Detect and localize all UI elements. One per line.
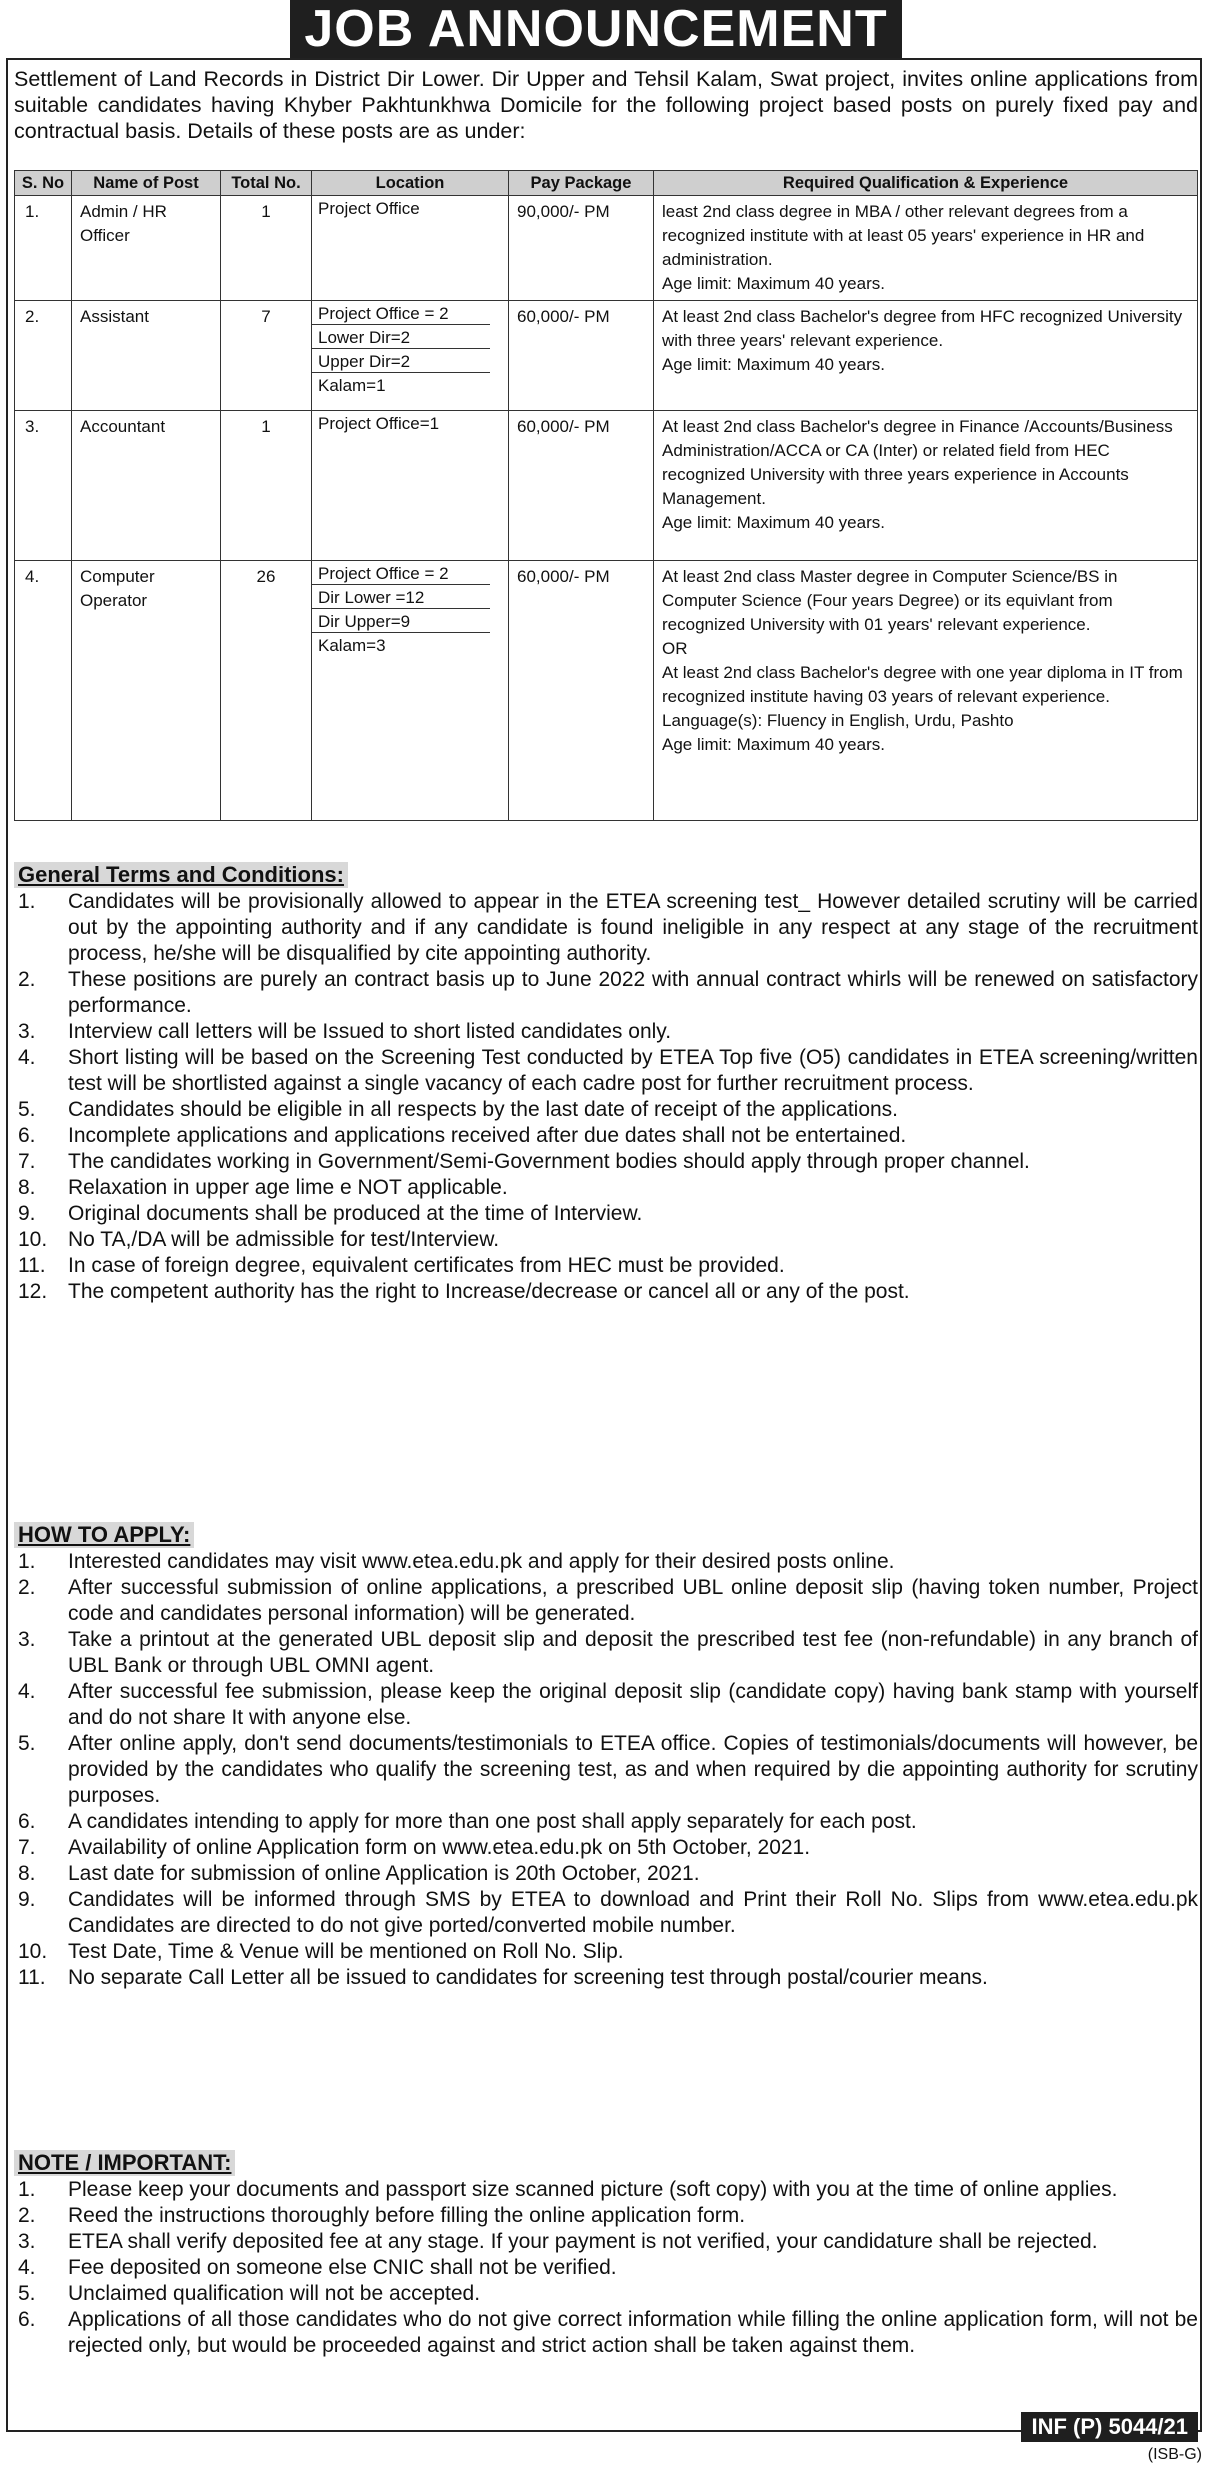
list-item-text: In case of foreign degree, equivalent certificates from HEC must be provided. — [68, 1254, 785, 1277]
header-post: Name of Post — [72, 171, 221, 196]
list-item-number: 6. — [18, 1124, 36, 1147]
row-location — [312, 561, 509, 821]
location-item: Project Office — [318, 199, 420, 218]
row-pay: 60,000/- PM — [509, 301, 654, 411]
general-terms-section — [14, 862, 1198, 1305]
list-item-text: Unclaimed qualification will not be accepted. — [68, 2282, 481, 2305]
note-heading: NOTE / IMPORTANT: — [14, 2150, 235, 2176]
list-item — [14, 2255, 1198, 2281]
row-pay: 60,000/- PM — [509, 411, 654, 561]
list-item-text: No separate Call Letter all be issued to candidates for screening test through postal/courier means. — [68, 1966, 988, 1989]
list-item — [14, 1175, 1198, 1201]
row-post: Computer Operator — [72, 561, 221, 821]
row-location — [312, 196, 509, 301]
row-location — [312, 411, 509, 561]
row-pay: 90,000/- PM — [509, 196, 654, 301]
qual-line: Age limit: Maximum 40 years. — [662, 355, 885, 374]
list-item-number: 5. — [18, 1098, 36, 1121]
list-item-number: 11. — [18, 1966, 46, 1989]
how-to-apply-heading: HOW TO APPLY: — [14, 1522, 194, 1548]
isb-code: (ISB-G) — [1147, 2446, 1202, 2463]
list-item — [14, 1939, 1198, 1965]
note-list — [14, 2177, 1198, 2359]
row-post: Assistant — [72, 301, 221, 411]
list-item-number: 3. — [18, 1020, 36, 1043]
list-item — [14, 2203, 1198, 2229]
qual-line: OR — [662, 639, 688, 658]
location-item: Dir Lower =12 — [312, 585, 490, 609]
location-item: Project Office = 2 — [312, 561, 490, 585]
row-total: 1 — [221, 411, 312, 561]
list-item — [14, 1627, 1198, 1679]
location-item: Kalam=1 — [318, 376, 386, 395]
list-item-number: 7. — [18, 1836, 36, 1859]
intro-paragraph: Settlement of Land Records in District Dir Lower. Dir Upper and Tehsil Kalam, Swat project, invites online applications from suitable candidates having Khyber Pakhtunkhwa Domicile for the following project based posts on purely fixed pay and contractual basis. Details of these posts are as under: — [14, 67, 1198, 143]
list-item-text: A candidates intending to apply for more than one post shall apply separately for each post. — [68, 1810, 917, 1833]
row-total: 26 — [221, 561, 312, 821]
table-row — [15, 196, 1198, 301]
list-item-text: Candidates should be eligible in all respects by the last date of receipt of the applications. — [68, 1098, 899, 1121]
list-item — [14, 889, 1198, 967]
list-item-text: Interested candidates may visit www.etea.edu.pk and apply for their desired posts online. — [68, 1550, 895, 1573]
row-total: 1 — [221, 196, 312, 301]
row-qualification — [654, 411, 1198, 561]
posts-table — [14, 170, 1198, 821]
list-item — [14, 1861, 1198, 1887]
list-item — [14, 1149, 1198, 1175]
list-item-number: 8. — [18, 1862, 36, 1885]
list-item — [14, 1019, 1198, 1045]
how-to-apply-section — [14, 1522, 1198, 1991]
list-item-number: 1. — [18, 1550, 36, 1573]
list-item-number: 2. — [18, 1576, 36, 1599]
list-item-number: 5. — [18, 2282, 36, 2305]
location-item: Upper Dir=2 — [312, 349, 490, 373]
list-item — [14, 1679, 1198, 1731]
qual-line: Age limit: Maximum 40 years. — [662, 735, 885, 754]
list-item-text: No TA,/DA will be admissible for test/Interview. — [68, 1228, 500, 1251]
list-item-text: The competent authority has the right to Increase/decrease or cancel all or any of the post. — [68, 1280, 910, 1303]
qual-line: least 2nd class degree in MBA / other relevant degrees from a recognized institute with at least 05 years' experience in HR and administration. — [662, 202, 1145, 269]
location-item: Kalam=3 — [318, 636, 386, 655]
row-qualification — [654, 561, 1198, 821]
header-total: Total No. — [221, 171, 312, 196]
list-item-number: 10. — [18, 1228, 48, 1251]
list-item-text: After online apply, don't send documents/testimonials to ETEA office. Copies of testimonials/documents will however, be provided by the candidates who qualify the screening test, as and when required by die appointing authority for scrutiny purposes. — [68, 1732, 1198, 1807]
row-sn: 1. — [15, 196, 72, 301]
how-to-apply-list — [14, 1549, 1198, 1991]
list-item — [14, 1835, 1198, 1861]
general-terms-list — [14, 889, 1198, 1305]
location-item: Project Office=1 — [318, 414, 440, 433]
list-item-number: 2. — [18, 2204, 36, 2227]
list-item-text: Relaxation in upper age lime e NOT applicable. — [68, 1176, 508, 1199]
list-item-number: 12. — [18, 1280, 48, 1303]
table-header-row — [15, 171, 1198, 196]
location-item: Project Office = 2 — [312, 301, 490, 325]
list-item-number: 6. — [18, 2308, 36, 2331]
qual-line: At least 2nd class Master degree in Computer Science/BS in Computer Science (Four years Degree) or its equivlant from recognized University with 01 years' relevant experience. — [662, 567, 1118, 634]
table-row — [15, 561, 1198, 821]
list-item-text: The candidates working in Government/Semi-Government bodies should apply through proper channel. — [68, 1150, 1030, 1173]
qual-line: At least 2nd class Bachelor's degree from HFC recognized University with three years' relevant experience. — [662, 307, 1183, 350]
list-item-number: 4. — [18, 1680, 36, 1703]
list-item — [14, 2281, 1198, 2307]
list-item — [14, 1887, 1198, 1939]
list-item — [14, 2307, 1198, 2359]
list-item-number: 10. — [18, 1940, 48, 1963]
header-sn: S. No — [15, 171, 72, 196]
list-item-text: Test Date, Time & Venue will be mentioned on Roll No. Slip. — [68, 1940, 624, 1963]
header-qualification: Required Qualification & Experience — [654, 171, 1198, 196]
list-item — [14, 1731, 1198, 1809]
row-sn: 2. — [15, 301, 72, 411]
list-item-number: 11. — [18, 1254, 46, 1277]
list-item-text: ETEA shall verify deposited fee at any stage. If your payment is not verified, your candidature shall be rejected. — [68, 2230, 1098, 2253]
table-row — [15, 411, 1198, 561]
header-pay: Pay Package — [509, 171, 654, 196]
row-location — [312, 301, 509, 411]
page-title: JOB ANNOUNCEMENT — [290, 0, 902, 58]
list-item — [14, 1549, 1198, 1575]
list-item-text: Short listing will be based on the Screening Test conducted by ETEA Top five (O5) candidates in ETEA screening/written test will be shortlisted against a single vacancy of each cadre post for further recruitment process. — [68, 1046, 1198, 1095]
list-item — [14, 2229, 1198, 2255]
qual-line: At least 2nd class Bachelor's degree in Finance /Accounts/Business Administration/ACCA or CA (Inter) or related field from HEC recognized University with three years experience in Accounts Management. — [662, 417, 1173, 508]
location-item: Lower Dir=2 — [312, 325, 490, 349]
list-item — [14, 1227, 1198, 1253]
row-total: 7 — [221, 301, 312, 411]
qual-line: Language(s): Fluency in English, Urdu, Pashto — [662, 711, 1014, 730]
list-item-number: 9. — [18, 1202, 36, 1225]
row-qualification — [654, 196, 1198, 301]
list-item-text: Reed the instructions thoroughly before filling the online application form. — [68, 2204, 746, 2227]
list-item-text: These positions are purely an contract basis up to June 2022 with annual contract whirls will be renewed on satisfactory performance. — [68, 968, 1198, 1017]
header-location: Location — [312, 171, 509, 196]
list-item — [14, 1809, 1198, 1835]
list-item-number: 4. — [18, 1046, 36, 1069]
inf-code-badge: INF (P) 5044/21 — [1021, 2412, 1198, 2442]
list-item-text: Fee deposited on someone else CNIC shall not be verified. — [68, 2256, 617, 2279]
list-item — [14, 2177, 1198, 2203]
list-item-number: 6. — [18, 1810, 36, 1833]
general-terms-heading: General Terms and Conditions: — [14, 862, 348, 888]
list-item-text: Incomplete applications and applications received after due dates shall not be entertained. — [68, 1124, 907, 1147]
list-item — [14, 1575, 1198, 1627]
table-row — [15, 301, 1198, 411]
list-item-number: 1. — [18, 2178, 36, 2201]
row-sn: 3. — [15, 411, 72, 561]
row-pay: 60,000/- PM — [509, 561, 654, 821]
row-post: Admin / HR Officer — [72, 196, 221, 301]
list-item-text: Applications of all those candidates who do not give correct information while filling the online application form, will not be rejected only, but would be proceeded against and strict action shall be taken against them. — [68, 2308, 1198, 2357]
list-item-text: After successful fee submission, please keep the original deposit slip (candidate copy) having bank stamp with yourself and do not share It with anyone else. — [68, 1680, 1198, 1729]
list-item-number: 8. — [18, 1176, 36, 1199]
list-item-text: Take a printout at the generated UBL deposit slip and deposit the prescribed test fee (non-refundable) in any branch of UBL Bank or through UBL OMNI agent. — [68, 1628, 1198, 1677]
list-item-text: After successful submission of online applications, a prescribed UBL online deposit slip (having token number, Project code and candidates personal information) will be generated. — [68, 1576, 1198, 1625]
list-item-text: Candidates will be informed through SMS by ETEA to download and Print their Roll No. Slips from www.etea.edu.pk Candidates are directed to do not give ported/converted mobile number. — [68, 1888, 1198, 1937]
list-item — [14, 1201, 1198, 1227]
qual-line: Age limit: Maximum 40 years. — [662, 513, 885, 532]
list-item — [14, 1965, 1198, 1991]
list-item — [14, 1279, 1198, 1305]
row-qualification — [654, 301, 1198, 411]
qual-line: Age limit: Maximum 40 years. — [662, 274, 885, 293]
list-item-text: Original documents shall be produced at the time of Interview. — [68, 1202, 643, 1225]
list-item-number: 9. — [18, 1888, 36, 1911]
list-item-number: 1. — [18, 890, 36, 913]
list-item — [14, 1045, 1198, 1097]
list-item-text: Please keep your documents and passport size scanned picture (soft copy) with you at the time of online applies. — [68, 2178, 1118, 2201]
note-section — [14, 2150, 1198, 2359]
list-item — [14, 1123, 1198, 1149]
list-item-number: 5. — [18, 1732, 36, 1755]
list-item-number: 2. — [18, 968, 36, 991]
list-item-text: Availability of online Application form on www.etea.edu.pk on 5th October, 2021. — [68, 1836, 811, 1859]
list-item-number: 3. — [18, 2230, 36, 2253]
list-item-text: Interview call letters will be Issued to short listed candidates only. — [68, 1020, 672, 1043]
list-item-number: 3. — [18, 1628, 36, 1651]
qual-line: At least 2nd class Bachelor's degree with one year diploma in IT from recognized institute having 03 years of relevant experience. — [662, 663, 1183, 706]
row-sn: 4. — [15, 561, 72, 821]
list-item-text: Last date for submission of online Application is 20th October, 2021. — [68, 1862, 700, 1885]
list-item — [14, 1097, 1198, 1123]
list-item-text: Candidates will be provisionally allowed to appear in the ETEA screening test_ However detailed scrutiny will be carried out by the appointing authority and if any candidate is found ineligible in any respect at any stage of the recruitment process, he/she will be disqualified by cite appointing authority. — [68, 890, 1198, 965]
list-item — [14, 1253, 1198, 1279]
list-item-number: 4. — [18, 2256, 36, 2279]
list-item — [14, 967, 1198, 1019]
row-post: Accountant — [72, 411, 221, 561]
list-item-number: 7. — [18, 1150, 36, 1173]
location-item: Dir Upper=9 — [312, 609, 490, 633]
